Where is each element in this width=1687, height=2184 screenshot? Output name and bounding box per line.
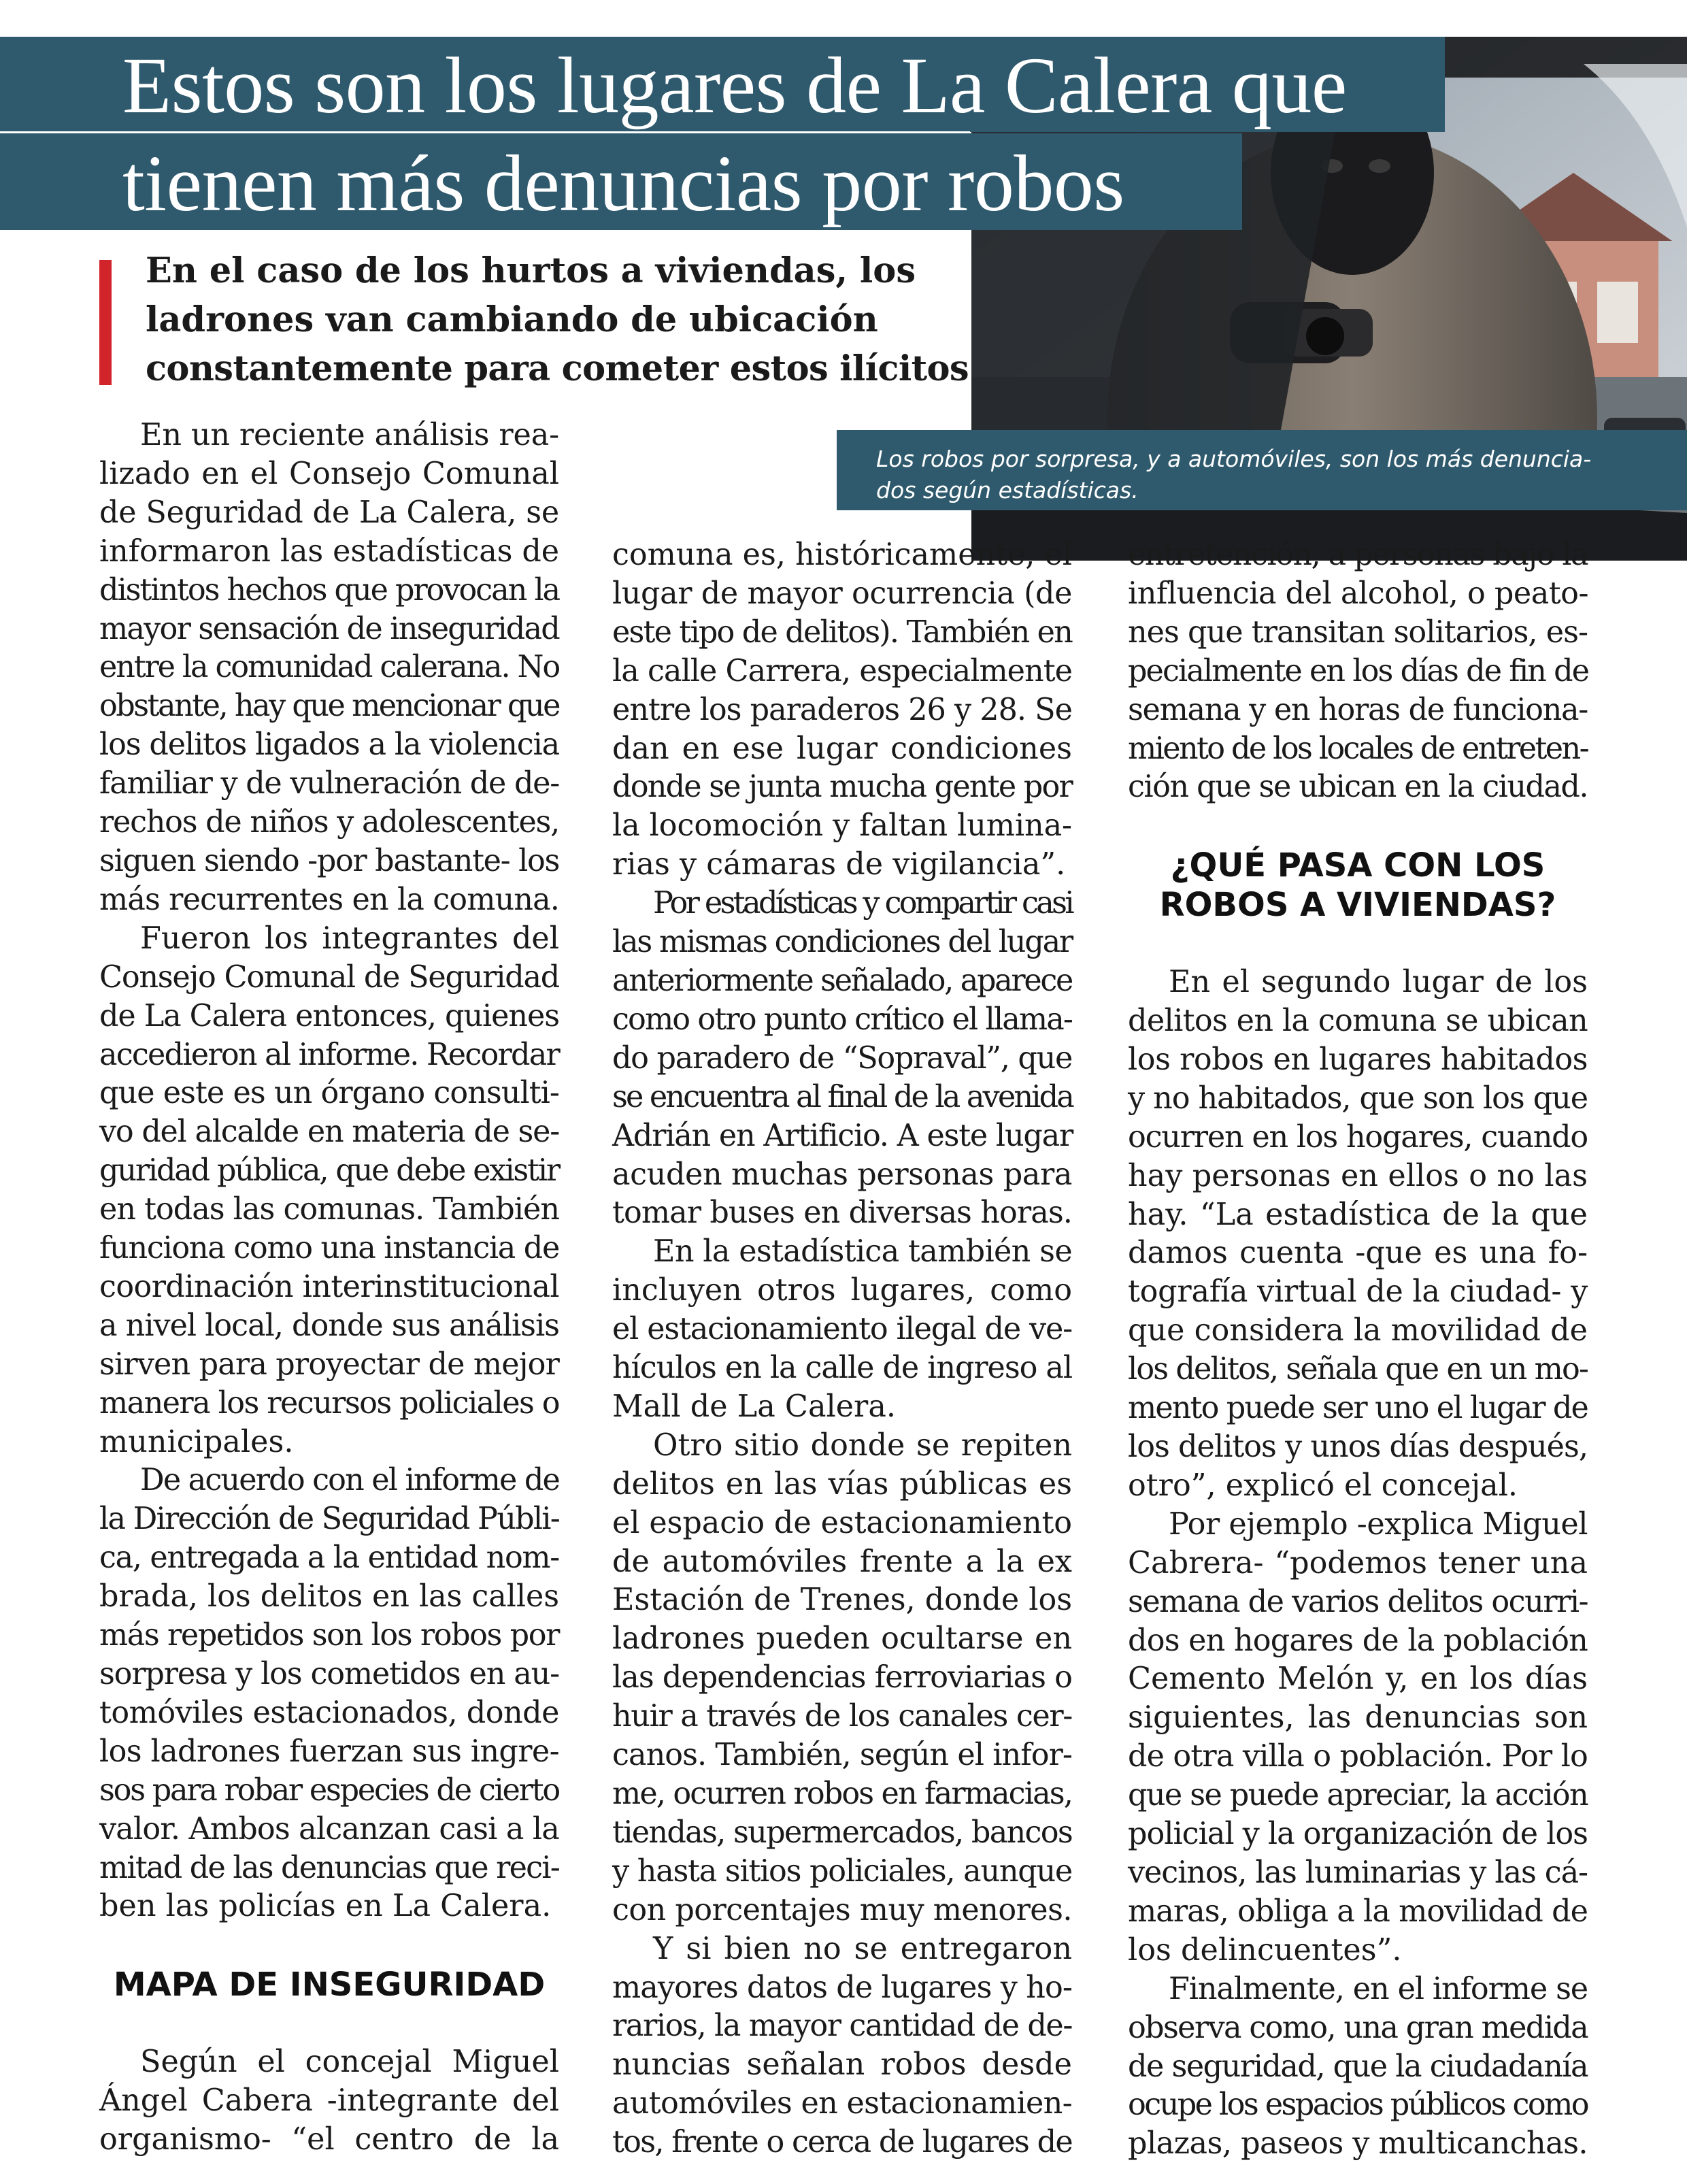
dek-accent-bar [99, 260, 112, 385]
body-line: Por ejemplo -explica Miguel [1169, 1506, 1588, 1542]
body-line: vo del alcalde en materia de se- [99, 1114, 559, 1150]
body-line: los ladrones fuerzan sus ingre- [99, 1734, 560, 1769]
section-heading: ¿QUÉ PASA CON LOS [1170, 846, 1546, 885]
body-line: guridad pública, que debe existir [99, 1153, 559, 1189]
body-line: me, ocurren robos en farmacias, [612, 1776, 1072, 1811]
body-line: En un reciente análisis rea- [140, 418, 559, 452]
body-line: semana de varios delitos ocurri- [1128, 1584, 1588, 1619]
body-line: siguen siendo -por bastante- los [99, 843, 559, 878]
body-line: ción que se ubican en la ciudad. [1128, 770, 1588, 805]
body-line: entre los paraderos 26 y 28. Se [612, 692, 1072, 727]
body-line: siguientes, las denuncias son [1128, 1700, 1588, 1736]
body-line: que considera la movilidad de [1128, 1313, 1588, 1349]
body-line: manera los recursos policiales o [99, 1385, 559, 1421]
body-line: acuden muchas personas para [612, 1157, 1072, 1192]
body-line: se encuentra al final de la avenida [612, 1079, 1073, 1114]
body-line: miento de los locales de entreten- [1128, 731, 1588, 766]
body-line: Consejo Comunal de Seguridad [99, 959, 560, 995]
body-line: ca, entregada a la entidad nom- [99, 1540, 559, 1576]
body-line: los delitos ligados a la violencia [99, 727, 559, 763]
body-line: brada, los delitos en las calles [99, 1579, 559, 1615]
body-line: Finalmente, en el informe se [1169, 1971, 1588, 2006]
body-line: pecialmente en los días de fin de [1128, 653, 1589, 689]
photo-caption [837, 430, 1687, 510]
body-line: dan en ese lugar condiciones [612, 731, 1072, 766]
dek-line: En el caso de los hurtos a viviendas, los [146, 250, 916, 291]
body-line: Fueron los integrantes del [140, 921, 559, 956]
body-line: Mall de La Calera. [612, 1389, 896, 1424]
body-line: ladrones pueden ocultarse en [612, 1621, 1072, 1657]
body-line: la Dirección de Seguridad Públi- [99, 1502, 559, 1537]
body-line: funciona como una instancia de [99, 1231, 559, 1266]
body-line: familiar y de vulneración de de- [99, 766, 559, 801]
body-line: plazas, paseos y multicanchas. [1128, 2126, 1588, 2162]
body-line: sirven para proyectar de mejor [99, 1346, 559, 1382]
body-line: más recurrentes en la comuna. [99, 882, 559, 917]
body-line: sos para robar especies de cierto [99, 1772, 559, 1808]
body-line: municipales. [99, 1424, 294, 1459]
body-line: sorpresa y los cometidos en au- [99, 1657, 559, 1691]
body-line: y no habitados, que son los que [1128, 1080, 1588, 1116]
body-line: con porcentajes muy menores. [612, 1892, 1072, 1927]
body-line: policial y la organización de los [1128, 1817, 1588, 1852]
body-line: observa como, una gran medida [1128, 2010, 1588, 2045]
body-line: rias y cámaras de vigilancia”. [612, 847, 1066, 882]
body-line: los robos en lugares habitados [1128, 1042, 1588, 1077]
body-line: accedieron al informe. Recordar [99, 1037, 559, 1072]
body-line: anteriormente señalado, aparece [612, 963, 1072, 998]
body-line: do paradero de “Sopraval”, que [612, 1040, 1072, 1076]
body-line: en todas las comunas. También [99, 1192, 559, 1227]
body-line: Adrián en Artificio. A este lugar [612, 1118, 1073, 1153]
body-line: las dependencias ferroviarias o [612, 1660, 1072, 1695]
body-line: delitos en las vías públicas es [612, 1466, 1072, 1502]
dek-line: ladrones van cambiando de ubicación [146, 299, 878, 340]
body-line: tos, frente o cerca de lugares de [612, 2125, 1072, 2160]
body-line: de seguridad, que la ciudadanía [1128, 2049, 1588, 2084]
body-line: ben las policías en La Calera. [99, 1889, 552, 1924]
article-column-3 [1128, 536, 1588, 2164]
body-line: obstante, hay que mencionar que [99, 689, 559, 724]
article-column-2 [612, 536, 1072, 2162]
body-line: y hasta sitios policiales, aunque [612, 1853, 1072, 1889]
section-heading: ROBOS A VIVIENDAS? [1159, 886, 1556, 925]
body-line: los delincuentes”. [1128, 1932, 1402, 1968]
body-line: semana y en horas de funciona- [1128, 692, 1588, 727]
body-line: que se puede apreciar, la acción [1128, 1778, 1588, 1813]
body-line: vecinos, las luminarias y las cá- [1128, 1855, 1588, 1890]
body-line: el espacio de estacionamiento [612, 1505, 1072, 1540]
body-line: mitad de las denuncias que reci- [99, 1850, 559, 1885]
body-line: mento puede ser uno el lugar de [1128, 1391, 1588, 1426]
body-line: Por estadísticas y compartir casi [653, 886, 1072, 921]
body-line: Y si bien no se entregaron [653, 1931, 1072, 1966]
body-line: En el segundo lugar de los [1169, 965, 1588, 1000]
body-line: lizado en el Consejo Comunal [99, 456, 559, 491]
body-line: a nivel local, donde sus análisis [99, 1308, 559, 1343]
body-line: más repetidos son los robos por [99, 1618, 559, 1653]
body-line: mayores datos de lugares y ho- [612, 1970, 1072, 2005]
body-line: influencia del alcohol, o peato- [1128, 576, 1589, 611]
body-line: la calle Carrera, especialmente [612, 653, 1072, 689]
body-line: En la estadística también se [653, 1234, 1072, 1270]
body-line: Cabrera- “podemos tener una [1128, 1545, 1588, 1581]
body-line: Estación de Trenes, donde los [612, 1583, 1072, 1618]
section-heading: MAPA DE INSEGURIDAD [113, 1966, 546, 2004]
body-line: distintos hechos que provocan la [99, 572, 559, 608]
body-line: Otro sitio donde se repiten [653, 1427, 1072, 1463]
headline-line-1: Estos son los lugares de La Calera que [122, 41, 1347, 130]
dek-line: constantemente para cometer estos ilícitos [146, 348, 969, 389]
body-line: de La Calera entonces, quienes [99, 998, 559, 1033]
body-line: de Seguridad de La Calera, se [99, 495, 559, 530]
body-line: rarios, la mayor cantidad de de- [612, 2008, 1072, 2044]
body-line: entretención, a personas bajo la [1128, 537, 1588, 572]
body-line: donde se junta mucha gente por [612, 770, 1072, 805]
body-line: hay personas en ellos o no las [1128, 1158, 1588, 1193]
body-line: hay. “La estadística de la que [1128, 1197, 1588, 1232]
body-line: tiendas, supermercados, bancos [612, 1815, 1072, 1850]
body-line: lugar de mayor ocurrencia (de [612, 576, 1072, 611]
body-line: entre la comunidad calerana. No [99, 650, 559, 685]
body-line: que este es un órgano consulti- [99, 1076, 559, 1111]
body-line: mayor sensación de inseguridad [99, 611, 559, 646]
body-line: damos cuenta -que es una fo- [1128, 1236, 1588, 1271]
body-line: hículos en la calle de ingreso al [612, 1351, 1072, 1386]
body-line: De acuerdo con el informe de [140, 1463, 559, 1498]
body-line: ocurren en los hogares, cuando [1128, 1119, 1588, 1155]
body-line: este tipo de delitos). También en [612, 614, 1072, 650]
body-line: Según el concejal Miguel [140, 2045, 559, 2080]
article-column-1 [99, 416, 559, 2160]
body-line: de otra villa o población. Por lo [1128, 1739, 1588, 1774]
body-line: las mismas condiciones del lugar [612, 925, 1072, 960]
body-line: los delitos y unos días después, [1128, 1429, 1588, 1464]
body-line: Ángel Cabera -integrante del [99, 2083, 559, 2119]
article-dek [146, 246, 969, 393]
body-line: tomar buses en diversas horas. [612, 1195, 1072, 1231]
body-line: como otro punto crítico el llama- [612, 1002, 1072, 1037]
body-line: maras, obliga a la movilidad de [1128, 1893, 1588, 1929]
photo-caption-line: dos según estadísticas. [876, 477, 1139, 503]
body-line: ocupe los espacios públicos como [1128, 2087, 1588, 2123]
body-line: tomóviles estacionados, donde [99, 1695, 559, 1730]
body-line: dos en hogares de la población [1128, 1623, 1588, 1658]
body-line: Cemento Melón y, en los días [1128, 1661, 1588, 1697]
body-line: comuna es, históricamente, el [612, 537, 1072, 572]
body-line: tografía virtual de la ciudad- y [1128, 1274, 1588, 1310]
body-line: coordinación interinstitucional [99, 1269, 559, 1304]
body-line: de automóviles frente a la ex [612, 1544, 1072, 1579]
body-line: rechos de niños y adolescentes, [99, 805, 559, 840]
body-line: nuncias señalan robos desde [612, 2047, 1072, 2083]
body-line: nes que transitan solitarios, es- [1128, 614, 1588, 650]
body-line: valor. Ambos alcanzan casi a la [99, 1811, 559, 1847]
body-line: canos. También, según el infor- [612, 1738, 1072, 1773]
body-line: informaron las estadísticas de [99, 533, 559, 569]
body-line: los delitos, señala que en un mo- [1128, 1352, 1588, 1387]
body-line: otro”, explicó el concejal. [1128, 1468, 1518, 1503]
body-line: automóviles en estacionamien- [612, 2086, 1072, 2121]
body-line: huir a través de los canales cer- [612, 1699, 1072, 1734]
body-line: la locomoción y faltan lumina- [612, 808, 1072, 844]
body-line: delitos en la comuna se ubican [1128, 1004, 1588, 1039]
headline-line-2: tienen más denuncias por robos [122, 139, 1124, 228]
body-line: el estacionamiento ilegal de ve- [612, 1312, 1072, 1347]
photo-caption-line: Los robos por sorpresa, y a automóviles, son los más denuncia- [876, 446, 1592, 472]
body-line: incluyen otros lugares, como [612, 1273, 1072, 1308]
body-line: organismo- “el centro de la [99, 2121, 559, 2157]
